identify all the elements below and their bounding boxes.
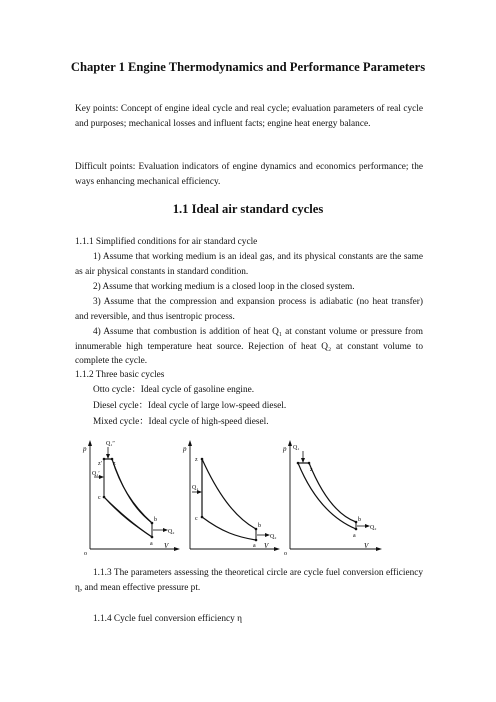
subsection-heading-1-1-2: 1.1.2 Three basic cycles — [75, 370, 165, 380]
q1p-label: Q₁′ — [92, 471, 100, 477]
subsection-1-1-3: 1.1.3 The parameters assessing the theoretical circle are cycle fuel conversion efficiency η, and mean effective pressure pt. — [75, 568, 423, 593]
origin-label: o — [84, 551, 87, 555]
point-a: a — [150, 541, 153, 547]
condition-item-4: 4) Assume that combustion is addition of heat Q₁ at constant volume or pressure from innumerable high temperature heat source. Rejection of heat Q₂ at constant volume to complete the cycle. — [75, 327, 423, 367]
point-c: c — [195, 516, 198, 522]
point-b: b — [258, 523, 261, 529]
axis-p-label: p — [283, 445, 287, 453]
q1pp-label: Q₁″ — [106, 441, 115, 447]
pv-diagram-diesel — [282, 437, 384, 555]
key-points: Key points: Concept of engine ideal cycle and real cycle; evaluation parameters of real cycle and purposes; mechanical losses and influent facts; engine heat energy balance. — [75, 104, 423, 129]
axis-p-label: p — [183, 445, 187, 453]
axis-p-label: p — [83, 445, 87, 453]
section-title: 1.1 Ideal air standard cycles — [172, 202, 324, 216]
point-zp: z′ — [98, 461, 102, 467]
origin-label: o — [284, 551, 287, 555]
point-c: c — [98, 495, 101, 501]
cycle-otto: Otto cycle：Ideal cycle of gasoline engine. — [93, 385, 255, 395]
cycle-diesel: Diesel cycle：Ideal cycle of large low-speed diesel. — [93, 401, 287, 411]
condition-item-3: 3) Assume that the compression and expansion process is adiabatic (no heat transfer) and reversible, and thus isentropic process. — [75, 297, 423, 322]
condition-item-1: 1) Assume that working medium is an ideal gas, and its physical constants are the same as air physical constants in standard condition. — [75, 252, 423, 277]
chapter-title: Chapter 1 Engine Thermodynamics and Performance Parameters — [70, 60, 426, 74]
axis-v-label: V — [364, 542, 369, 550]
subsection-heading-1-1-4: 1.1.4 Cycle fuel conversion efficiency η — [93, 614, 242, 624]
point-z: z — [113, 461, 116, 467]
subsection-heading-1-1-1: 1.1.1 Simplified conditions for air standard cycle — [75, 237, 258, 247]
pv-diagram-mixed — [82, 437, 182, 555]
point-a: a — [253, 543, 256, 549]
axis-v-label: V — [164, 542, 169, 550]
pv-diagram-otto — [182, 437, 282, 555]
cycle-mixed: Mixed cycle：Ideal cycle of high-speed diesel. — [93, 417, 269, 427]
q1-label: Q₁ — [192, 485, 199, 491]
q2-label: Q₂ — [370, 525, 377, 531]
point-b: b — [154, 517, 157, 523]
point-z: z — [195, 457, 198, 463]
q1-label: Q₁ — [293, 445, 300, 451]
point-z: z — [310, 467, 313, 473]
q2-label: Q₂ — [270, 534, 277, 540]
point-a: a — [353, 533, 356, 539]
condition-item-2: 2) Assume that working medium is a closed loop in the closed system. — [93, 282, 355, 292]
difficult-points: Difficult points: Evaluation indicators of engine dynamics and economics performance; the ways enhancing mechanical efficiency. — [75, 162, 423, 187]
point-b: b — [358, 517, 361, 523]
q2-label: Q₂ — [168, 529, 175, 535]
axis-v-label: V — [264, 542, 269, 550]
